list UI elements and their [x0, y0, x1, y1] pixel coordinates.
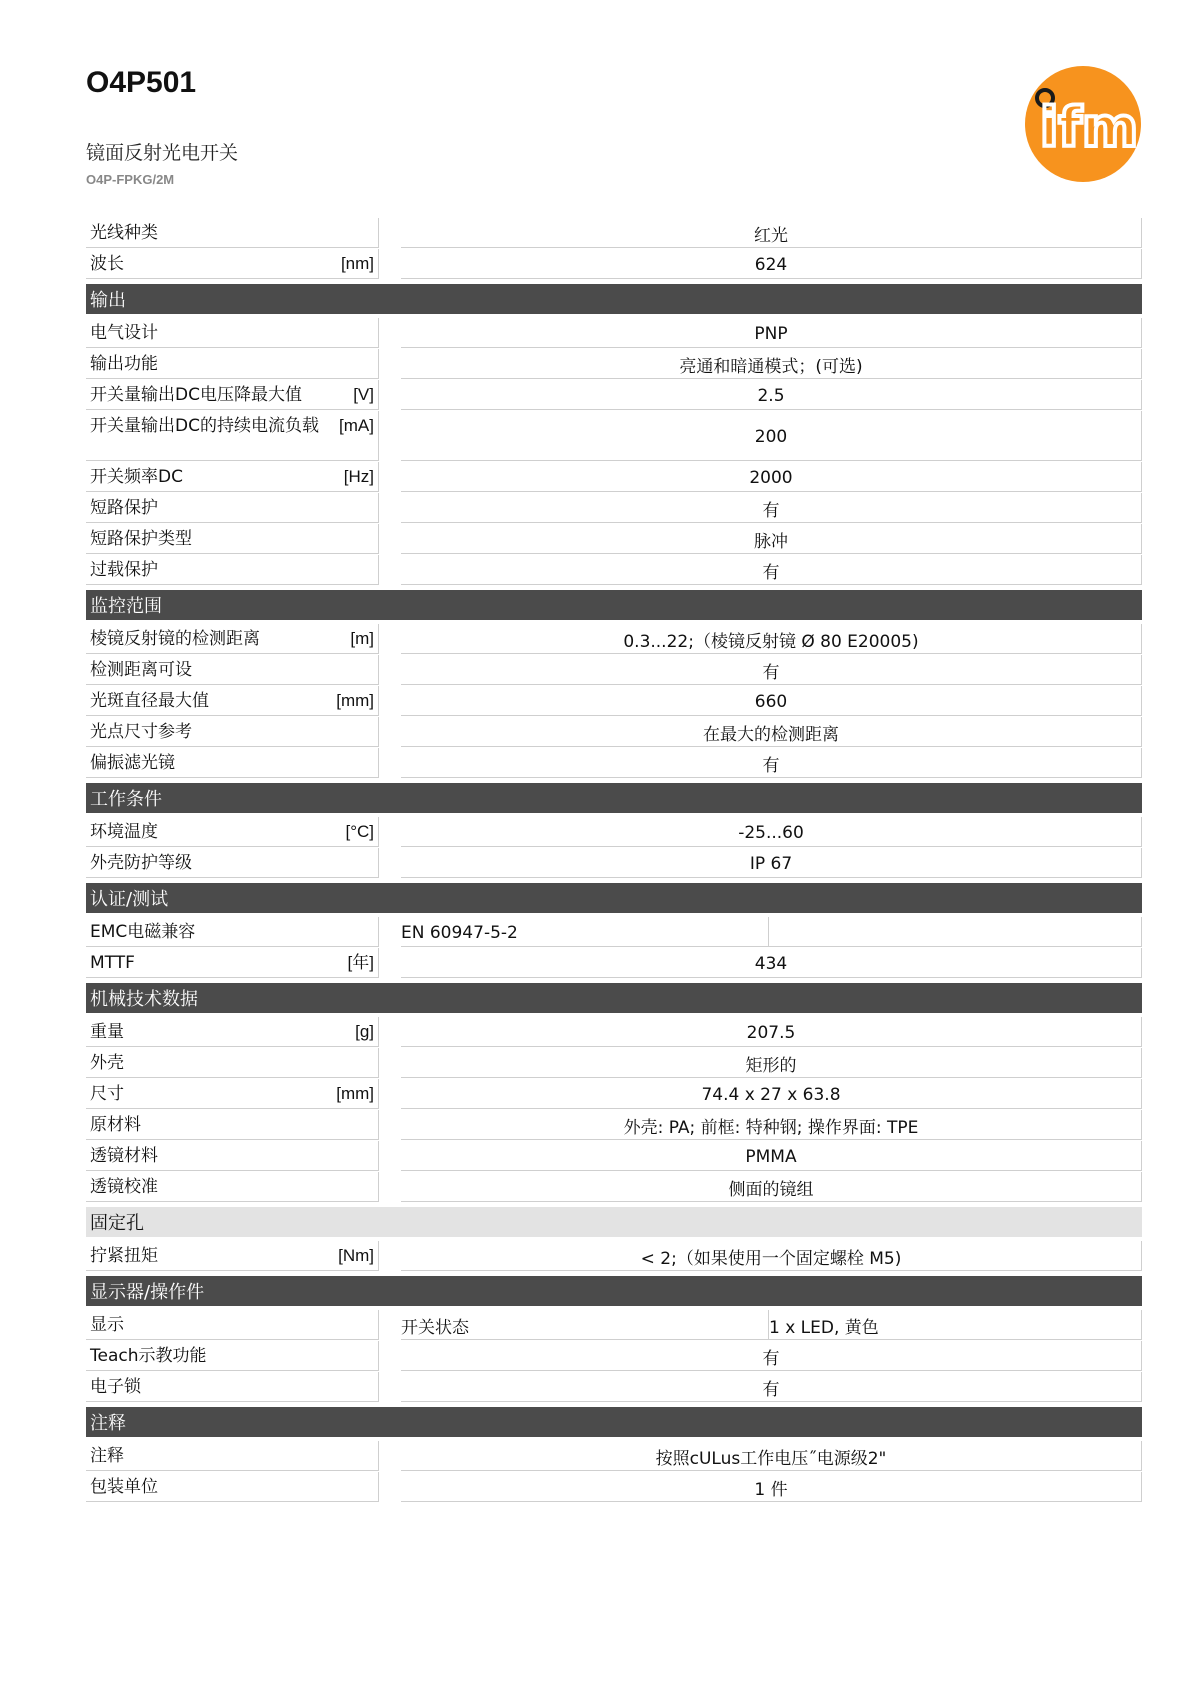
row-label-cell — [86, 524, 379, 554]
row-label: 开关量输出DC电压降最大值 — [90, 385, 302, 405]
row-value: 外壳: PA; 前框: 特种钢; 操作界面: TPE — [401, 1110, 1142, 1140]
row-gap — [379, 1310, 401, 1340]
section-header: 固定孔 — [86, 1207, 1142, 1237]
table-row — [86, 349, 1142, 379]
row-label: 原材料 — [90, 1115, 141, 1135]
row-label: 开关量输出DC的持续电流负载 — [90, 416, 319, 436]
table-row — [86, 686, 1142, 716]
section-header: 工作条件 — [86, 783, 1142, 813]
table-row — [86, 1048, 1142, 1078]
row-label: Teach示教功能 — [90, 1346, 207, 1366]
row-unit: [m] — [350, 629, 374, 648]
row-value: 0.3...22;（棱镜反射镜 Ø 80 E20005) — [401, 624, 1142, 654]
row-value: 矩形的 — [401, 1048, 1142, 1078]
row-unit: [°C] — [345, 822, 374, 841]
row-label-cell — [86, 848, 379, 878]
row-label: 偏振滤光镜 — [90, 753, 175, 773]
row-value: 2.5 — [401, 380, 1142, 410]
row-gap — [379, 249, 401, 279]
table-row — [86, 493, 1142, 523]
row-value: 有 — [401, 555, 1142, 585]
row-label: 环境温度 — [90, 822, 158, 842]
spec-table — [86, 218, 1142, 1503]
row-label-cell — [86, 1017, 379, 1047]
row-label-cell — [86, 948, 379, 978]
row-value: 74.4 x 27 x 63.8 — [401, 1079, 1142, 1109]
table-row — [86, 717, 1142, 747]
row-label-cell — [86, 493, 379, 523]
row-gap — [379, 655, 401, 685]
row-label-cell — [86, 817, 379, 847]
table-row — [86, 1310, 1142, 1340]
table-row — [86, 1141, 1142, 1171]
row-value: 红光 — [401, 218, 1142, 248]
row-label: 光线种类 — [90, 223, 158, 243]
row-label-cell — [86, 1441, 379, 1471]
table-row — [86, 624, 1142, 654]
row-gap — [379, 948, 401, 978]
row-label: EMC电磁兼容 — [90, 922, 196, 942]
table-row — [86, 917, 1142, 947]
row-unit: [mm] — [336, 691, 374, 710]
row-label: 检测距离可设 — [90, 660, 192, 680]
row-label-cell — [86, 1341, 379, 1371]
table-row — [86, 1110, 1142, 1140]
row-value: 有 — [401, 1372, 1142, 1402]
row-value: 有 — [401, 655, 1142, 685]
row-label-cell — [86, 1372, 379, 1402]
row-label-cell — [86, 1310, 379, 1340]
row-label: 透镜校准 — [90, 1177, 158, 1197]
row-label-cell — [86, 462, 379, 492]
table-row — [86, 1472, 1142, 1502]
row-label-cell — [86, 1241, 379, 1271]
table-row — [86, 249, 1142, 279]
row-label-cell — [86, 1079, 379, 1109]
row-gap — [379, 555, 401, 585]
table-row — [86, 1372, 1142, 1402]
row-gap — [379, 624, 401, 654]
row-label: 电子锁 — [90, 1377, 141, 1397]
row-gap — [379, 1441, 401, 1471]
row-label-cell — [86, 1141, 379, 1171]
row-label: 外壳 — [90, 1053, 124, 1073]
table-row — [86, 1441, 1142, 1471]
row-label: 输出功能 — [90, 354, 158, 374]
row-unit: [nm] — [340, 254, 374, 273]
table-row — [86, 748, 1142, 778]
section-header: 注释 — [86, 1407, 1142, 1437]
row-gap — [379, 848, 401, 878]
row-value: 434 — [401, 948, 1142, 978]
row-label-cell — [86, 1048, 379, 1078]
section-header: 输出 — [86, 284, 1142, 314]
row-value: 1 件 — [401, 1472, 1142, 1502]
row-label-cell — [86, 318, 379, 348]
section-header: 机械技术数据 — [86, 983, 1142, 1013]
logo-text: ifm — [1039, 96, 1139, 159]
row-gap — [379, 380, 401, 410]
table-row — [86, 1341, 1142, 1371]
section-header: 监控范围 — [86, 590, 1142, 620]
table-row — [86, 555, 1142, 585]
row-gap — [379, 1241, 401, 1271]
row-unit: [年] — [347, 953, 374, 972]
row-value: 1 x LED, 黄色 — [769, 1310, 1142, 1340]
row-value: PMMA — [401, 1141, 1142, 1171]
row-gap — [379, 1341, 401, 1371]
row-gap — [379, 1110, 401, 1140]
row-gap — [379, 493, 401, 523]
section-header: 认证/测试 — [86, 883, 1142, 913]
row-gap — [379, 748, 401, 778]
row-value: 有 — [401, 493, 1142, 523]
row-value: PNP — [401, 318, 1142, 348]
row-value: IP 67 — [401, 848, 1142, 878]
row-gap — [379, 917, 401, 947]
row-gap — [379, 349, 401, 379]
row-label: 开关频率DC — [90, 467, 183, 487]
row-gap — [379, 817, 401, 847]
row-value: 207.5 — [401, 1017, 1142, 1047]
row-unit: [Nm] — [338, 1246, 374, 1265]
row-label: 拧紧扭矩 — [90, 1246, 158, 1266]
row-label: 波长 — [90, 254, 124, 274]
row-label-cell — [86, 686, 379, 716]
table-row — [86, 318, 1142, 348]
row-value: 有 — [401, 748, 1142, 778]
row-unit: [Hz] — [343, 467, 374, 486]
row-label: MTTF — [90, 953, 135, 973]
row-gap — [379, 1079, 401, 1109]
table-row — [86, 380, 1142, 410]
table-row — [86, 411, 1142, 461]
row-value: 有 — [401, 1341, 1142, 1371]
row-label-cell — [86, 1472, 379, 1502]
row-label-cell — [86, 624, 379, 654]
row-label: 注释 — [90, 1446, 124, 1466]
row-label: 光点尺寸参考 — [90, 722, 192, 742]
row-gap — [379, 524, 401, 554]
ifm-logo — [1023, 64, 1143, 184]
row-gap — [379, 462, 401, 492]
row-label: 包装单位 — [90, 1477, 158, 1497]
row-label: 短路保护 — [90, 498, 158, 518]
row-label: 重量 — [90, 1022, 124, 1042]
row-label: 棱镜反射镜的检测距离 — [90, 629, 260, 649]
table-row — [86, 1079, 1142, 1109]
row-value: 开关状态 — [401, 1310, 769, 1340]
row-gap — [379, 1172, 401, 1202]
row-label-cell — [86, 1110, 379, 1140]
row-label-cell — [86, 380, 379, 410]
row-gap — [379, 686, 401, 716]
row-value: -25...60 — [401, 817, 1142, 847]
row-label: 尺寸 — [90, 1084, 124, 1104]
row-value: 2000 — [401, 462, 1142, 492]
row-gap — [379, 1472, 401, 1502]
product-subtitle: 镜面反射光电开关 — [86, 142, 239, 164]
row-value: 在最大的检测距离 — [401, 717, 1142, 747]
table-row — [86, 817, 1142, 847]
row-label: 外壳防护等级 — [90, 853, 192, 873]
section-header: 显示器/操作件 — [86, 1276, 1142, 1306]
row-unit: [g] — [355, 1022, 374, 1041]
row-gap — [379, 1141, 401, 1171]
order-code: O4P-FPKG/2M — [86, 172, 175, 187]
row-label: 过载保护 — [90, 560, 158, 580]
row-label-cell — [86, 249, 379, 279]
row-unit: [mm] — [336, 1084, 374, 1103]
row-split-values — [401, 1310, 1142, 1340]
row-value: 624 — [401, 249, 1142, 279]
row-value: < 2;（如果使用一个固定螺栓 M5) — [401, 1241, 1142, 1271]
row-label: 透镜材料 — [90, 1146, 158, 1166]
row-label-cell — [86, 748, 379, 778]
table-row — [86, 655, 1142, 685]
row-label-cell — [86, 411, 379, 461]
row-unit: [V] — [353, 385, 374, 404]
row-value: 亮通和暗通模式；(可选) — [401, 349, 1142, 379]
row-label-cell — [86, 555, 379, 585]
row-gap — [379, 1372, 401, 1402]
row-gap — [379, 1048, 401, 1078]
row-gap — [379, 1017, 401, 1047]
table-row — [86, 848, 1142, 878]
row-label: 短路保护类型 — [90, 529, 192, 549]
row-label-cell — [86, 218, 379, 248]
table-row — [86, 948, 1142, 978]
page-title: O4P501 — [86, 66, 197, 99]
table-row — [86, 1172, 1142, 1202]
row-gap — [379, 218, 401, 248]
row-value: 660 — [401, 686, 1142, 716]
row-value: 按照cULus工作电压˝电源级2" — [401, 1441, 1142, 1471]
row-label: 显示 — [90, 1315, 124, 1335]
row-label-cell — [86, 917, 379, 947]
row-unit: [mA] — [339, 416, 374, 435]
row-split-values — [401, 917, 1142, 947]
table-row — [86, 1241, 1142, 1271]
row-gap — [379, 717, 401, 747]
table-row — [86, 1017, 1142, 1047]
row-label-cell — [86, 717, 379, 747]
row-value: 200 — [401, 411, 1142, 461]
table-row — [86, 218, 1142, 248]
row-label: 电气设计 — [90, 323, 158, 343]
row-label-cell — [86, 1172, 379, 1202]
row-gap — [379, 318, 401, 348]
row-value: EN 60947-5-2 — [401, 917, 769, 947]
table-row — [86, 524, 1142, 554]
row-label: 光斑直径最大值 — [90, 691, 209, 711]
row-label-cell — [86, 655, 379, 685]
row-value: 脉冲 — [401, 524, 1142, 554]
row-value — [769, 917, 1142, 947]
row-value: 侧面的镜组 — [401, 1172, 1142, 1202]
table-row — [86, 462, 1142, 492]
row-gap — [379, 411, 401, 461]
row-label-cell — [86, 349, 379, 379]
